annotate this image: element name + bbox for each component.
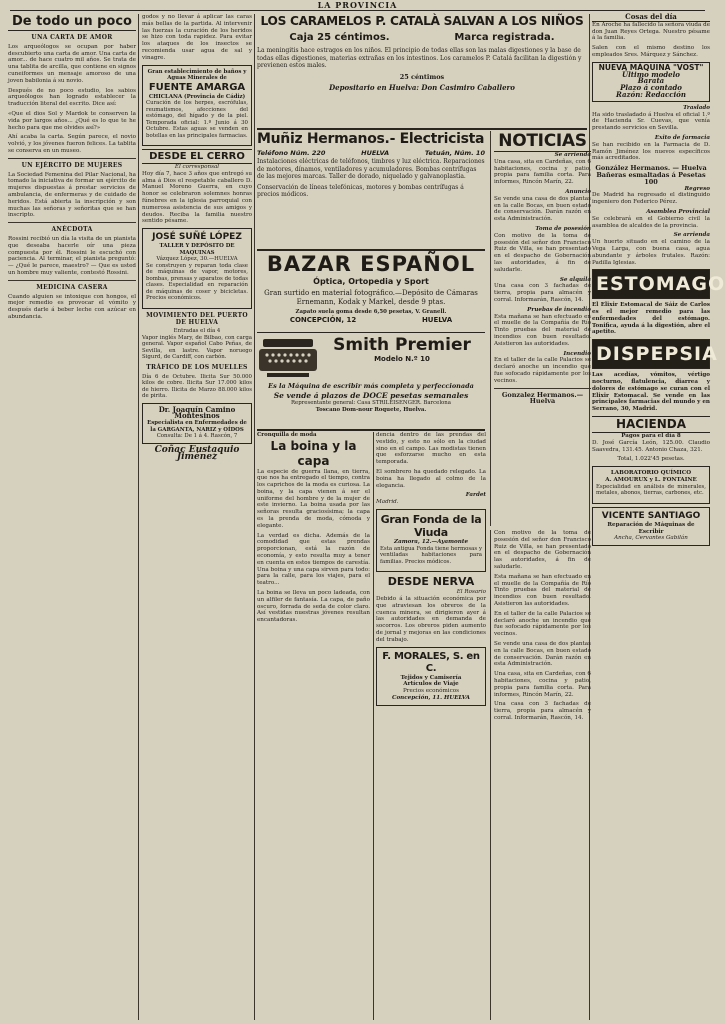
ad-subtitle: Tejidos y Camisería [400, 674, 462, 681]
column-4b [376, 432, 486, 1020]
ad-fonda-viuda [376, 509, 486, 572]
news-subhead: Se arrienda [554, 152, 591, 158]
article-paragraph: «Que el dios Sol y Mardok te conserven la vida por largos años... ¿Qué es lo que te he hecho para que me olvides así?» [8, 110, 136, 131]
news-body: Una casa, sita en Cardeñas, con 6 habitaciones, cocina y patio, propia para familia corta. Para informes, Rincón Marín, 22. [494, 158, 591, 186]
ad-body: La meningitis hace estragos en los niños. El principio de todas ellas son las malas digestiones y la base de todas ellas digestiones, materias extrañas en los intestinos. Los caramelos P. Catalá facilitan la digestión y previenen estos males. [257, 47, 582, 70]
section-title: ANÉCDOTA [51, 226, 93, 234]
article-boina [257, 432, 370, 1020]
ad-line: Razón: Redacción [616, 89, 686, 99]
column-1 [8, 14, 136, 1020]
ad-city: HUELVA [421, 315, 453, 324]
news-body: Una casa, sita en Cardeñas, con 6 habitaciones, cocina y patio, propia para familia corta. Para informes, Rincón Marín, 22. [494, 671, 591, 698]
ad-title: LOS CARAMELOS P. CATALÀ SALVAN A LOS NIÑOS [260, 14, 584, 28]
masthead [10, 0, 705, 11]
ad-name: JOSÉ SUÑÉ LÓPEZ [152, 232, 242, 243]
news-subhead: Exito de farmacia [654, 134, 710, 141]
article-paragraph: Ahí acaba la carta. Según parece, el novio volvió, y los jóvenes fueron felices. La tablita se conserva en un museo. [8, 134, 136, 154]
section-subtitle: Pagos para el día 8 [621, 433, 681, 440]
ad-maquina-vost [592, 62, 710, 102]
ad-address: Zamora, 12.—Ayamonte [394, 538, 468, 545]
ad-city: HUELVA [361, 149, 390, 157]
ad-subtitle-3: Precios económicos [403, 688, 459, 695]
divider [8, 158, 136, 159]
news-subhead: Incendio [563, 350, 591, 357]
ad-body: Esta antigua Fonda tiene hermosas y ventiladas habitaciones para familias. Precios módicos. [380, 545, 482, 565]
news-body: Un huerto situado en el camino de la Vega Larga, con buena casa, agua abundante y árboles frutales. Razón: Padilla Iglesias. [592, 239, 710, 266]
news-subhead: Se alquila [559, 276, 591, 283]
ad-title: LABORATORIO QUÍMICO [610, 470, 692, 477]
ad-name: Muñiz Hermanos.- Electricista [257, 131, 485, 147]
article-paragraph: Debido á la situación económica por que atraviesan los obreros de la cuenca minera, se dirigieron ayer á las autoridades en demanda de socorros. Los obreros piden aumento de jornal y mejoras en las condiciones del trabajo. [376, 596, 486, 643]
ad-name: F. MORALES, S. en C. [382, 650, 480, 674]
news-body: Esta mañana se han efectuado en el muelle de la Compañía de Río Tinto pruebas del material de incendios con buen resultado. Asistieron las autoridades. [494, 313, 591, 347]
article-paragraph: dencia dentro de las prendas del vestido, y esto no sólo en la ciudad sino en el campo. Las modistas tienen que esforzarse mucho en esta temporada. [376, 432, 486, 466]
ad-phone: Teléfono Núm. 220 [257, 149, 326, 157]
news-body: Esta mañana se han efectuado en el muelle de la Compañía de Río Tinto pruebas del material de incendios con buen resultado. Asistieron las autoridades. [494, 573, 591, 607]
column-rule [138, 14, 139, 1020]
ad-name: Gran Fonda de la Viuda [380, 512, 482, 539]
article-paragraph: Vapor inglés Mary, de Bilbao, con carga general. Vapor español Cabo Peñas, de Sevilla, en lastre. Vapor noruego Sigurd, de Cardiff, con carbón. [142, 334, 252, 361]
article-paragraph: Después de no poco estudio, los sabios arqueólogos han logrado establecer la traducción literal del escrito. Dice así: [8, 87, 136, 108]
article-paragraph: La Sociedad Femenina del Pilar Nacional, ha tomado la iniciativa de formar un ejército de mujeres dispuestas á prestar servicios de ambulancia, de enfermeras y de cuidado de heridos. Está abierta la inscripción y son muchas las señoras y señoritas que se han inscripto. [8, 171, 136, 219]
ad-hours: Consulta: De 1 á 4. Rascón, 7 [156, 433, 238, 440]
ad-body: Se construyen y reparan toda clase de máquinas de vapor, motores, bombas, prensas y aparatos de todas clases. Especialidad en reparación de máquinas de coser y bicicletas. Precios económicos. [146, 262, 248, 302]
news-subhead: Toma de posesión [535, 225, 591, 232]
ad-trademark: Marca registrada. [454, 32, 555, 43]
ad-name: DISPEPSIA [596, 343, 718, 366]
news-body: Una casa con 3 fachadas de tierra, propia para almacén y corral. Informarán, Rascón, 14. [494, 283, 591, 303]
ad-address: CONCEPCIÓN, 12 [289, 315, 357, 324]
article-place: Madrid. [376, 499, 399, 506]
section-title: MEDICINA CASERA [36, 283, 108, 291]
column-1-headline: De todo un poco [8, 14, 136, 31]
ad-subtitle-2: Artículos de Viaje [403, 681, 459, 688]
ad-place: CHICLANA (Provincia de Cádiz) [148, 93, 246, 100]
ad-body: Gran surtido en material fotográfico.—Depósito de Cámaras Ernemann, Kodak y Markel, desde 9 ptas. [264, 289, 478, 306]
news-body: En el taller de la calle Palacios se declaró anoche un incendio que fue sofocado rápidamente por los vecinos. [494, 610, 591, 638]
ad-gonzalez: Gonzalez Hermanos.— Huelva [501, 390, 584, 406]
article-paragraph: Cuando alguien se intoxique con hongos, el mejor remedio es provocar el vómito y después darle á beber leche con azúcar en abundancia. [8, 293, 136, 320]
noticias-title: NOTICIAS [494, 131, 591, 152]
article-signature: Fardet [465, 492, 486, 499]
ad-representative: Representante general: Casa STRILEISENGER. Barcelona [290, 400, 451, 406]
section-title: UN EJÉRCITO DE MUJERES [21, 161, 123, 169]
ad-name: BAZAR ESPAÑOL [266, 252, 476, 276]
article-title: La boina y la capa [270, 438, 357, 468]
section-title: MOVIMIENTO DEL PUERTO DE HUELVA [146, 311, 248, 326]
ad-representative-local: Toscano Dom-nour Roquete, Huelva. [315, 406, 427, 413]
ad-dispepsia [592, 339, 718, 369]
article-paragraph: La especie de guerra llana, en tierra, que nos ha entregado el tiempo, contra los caprichos de la moda es curiosa. La boina, y la capa vienen á ser el uniforme del hombre y de la mujer de este invierno. La boina usada por las señoras resulta graciosísima; la capa es la prenda de moda, cómoda y elegante. [257, 468, 370, 529]
article-paragraph: Hoy día 7, hace 3 años que entregó su alma á Dios el respetable caballero D. Manuel Moreno Guerra, en cuyo honor se celebraron solemnes honras fúnebres en la iglesia parroquial con numerosa asistencia de sus amigos y deudos. Reciba la familia nuestro sentido pésame. [142, 170, 252, 225]
typewriter-icon [257, 335, 319, 381]
news-subhead: Se arrienda [673, 232, 710, 239]
divider [8, 222, 136, 223]
ad-gonzalez: González Hermanos. — Huelva [595, 164, 707, 173]
section-title: UNA CARTA DE AMOR [31, 34, 113, 41]
noticias-continued [490, 530, 591, 1020]
news-body: Se celebrará en el Gobierno civil la asamblea de alcaldes de la provincia. [592, 215, 710, 229]
ad-tagline: Es la Máquina de escribir más completa y perfeccionada [268, 382, 474, 390]
ad-name: Dr. Joaquín Camino Montesinos [158, 404, 236, 421]
section-title: TRÁFICO DE LOS MUELLES [146, 363, 248, 371]
masthead-title: LA PROVINCIA [317, 0, 398, 10]
ad-laboratorio [592, 466, 710, 504]
news-body: Salen con el mismo destino los empleados Sres. Márquez y Sánchez. [592, 45, 710, 58]
article-kicker: Cronquilla de moda [257, 432, 317, 438]
ad-name: NUEVA MÁQUINA "VOST" [598, 62, 704, 72]
ad-address: Tetuán, Núm. 10 [424, 149, 485, 157]
ad-jose-sune [142, 228, 252, 309]
column-rule [373, 432, 374, 1020]
article-paragraph: Rossini recibió un día la visita de un pianista que deseaba hacerle oír una pieza compuesta por él. Rossini le escuchó con paciencia. Al terminar, el pianista preguntó: — ¿Qué le parece, maestro? — Que es usted un hombre muy valiente, contestó Rossini. [8, 235, 136, 276]
ad-address: Vázquez López, 30.—HUELVA [156, 256, 238, 263]
ad-name: Smith Premier [333, 335, 471, 355]
ad-line: Plazo á contado [620, 83, 682, 93]
ad-address: Concepción, 11. HUELVA [392, 695, 470, 702]
ad-estomago [592, 269, 725, 299]
article-paragraph: El sombrero ha quedado relegado. La boina ha llegado al colmo de la elegancia. [376, 468, 486, 489]
section-headline: DESDE NERVA [387, 575, 475, 589]
ad-depositary: Depositario en Huelva: Don Casimiro Caballero [329, 82, 515, 92]
ad-name: A. AMOURUX y L. FONTAINE [605, 477, 697, 484]
news-subhead: Asamblea Provincial [646, 208, 710, 215]
ad-body: Instalaciones eléctricas de teléfonos, timbres y luz eléctrica. Reparaciones de motores, dínamos, ventiladores y acumuladores. Bombas centrífugas de las mejores marcas. Taller de dorado, niquelado y galvanoplastia. [257, 158, 485, 180]
news-body: En Aroche ha fallecido la señora viuda de don Juan Reyes Ortega. Nuestro pésame á la familia. [592, 21, 711, 42]
divider [494, 388, 591, 389]
ad-caramelos-catala [257, 14, 587, 130]
ad-sale: Se vende á plazos de DOCE pesetas semanales [273, 391, 469, 400]
ad-fuente-amarga [142, 65, 252, 147]
ad-body: Especialidad en análisis de minerales, metales, abonos, tierras, carbones, etc. [596, 483, 706, 497]
ad-subtitle: Óptica, Ortopedia y Sport [313, 277, 429, 286]
ad-address: Ancha, Cervantes Gabilán [614, 535, 688, 542]
ad-subtitle: Especialista en Enfermedades de la GARGANTA, NARIZ y OÍDOS [147, 420, 247, 433]
byline: El Rosario [456, 589, 486, 596]
ad-body: Curación de los herpes, escrófulas, reumatismos, afecciones del estómago, del hígado y de la piel. Temporada oficial: 1.º Junio á 30 Octubre. Estas aguas se venden en botellas en las principales farmacias. [146, 100, 248, 139]
section-subtitle: Entradas el día 4 [173, 328, 221, 335]
ad-body: Las acedías, vómitos, vértigo nocturno, flatulencia, diarrea y dolores de estómago se curan con el Elixir Estomacal. Se vende en las principales farmacias del mundo y en Serrano, 30, Madrid. [592, 372, 710, 413]
ad-body-tail: Conservación de líneas telefónicas, motores y bombas centrífugas á precios módicos. [257, 183, 464, 198]
ad-title: Gran establecimiento de baños y Aguas Minerales de [147, 68, 247, 82]
column-6-headline: Cosas del día [592, 14, 710, 22]
ad-smith-premier [257, 335, 485, 431]
news-subhead: Pruebas de incendio [527, 306, 591, 313]
news-subhead: Traslado [683, 104, 710, 111]
news-body: Se vende una casa de dos plantas en la calle Bocas, en buen estado de conservación. Darán razón en esta Administración. [494, 640, 591, 668]
byline: El corresponsal [174, 164, 220, 171]
column-rule [254, 14, 255, 1020]
ad-name: FUENTE AMARGA [148, 81, 246, 93]
article-paragraph: D. José García León, 125.00. Claudio Saavedra, 131.45. Antonio Chaza, 321. [592, 439, 710, 453]
article-paragraph: Día 6 de Octubre. Ilicita Sur 50.000 kilos de cobre. Ilicita Sur 17.000 kilos de hierro. Ilicita de Marzo 88.000 kilos de pirita. [142, 373, 252, 400]
article-paragraph: Los arqueólogos se ocupan por haber descubierto una carta de amor. Una carta de amor... de hace cuatro mil años. Se trata de una tablita de arcilla, que contiene en signos cuneiformes un mensaje amoroso de una joven babilonia á su novio. [8, 43, 136, 84]
news-body: Ha sido trasladado á Huelva el oficial 1.º de Hacienda Sr. Cuevas, que venía prestando servicios en Sevilla. [592, 111, 710, 132]
section-total: Total, 1.022'45 pesetas. [617, 456, 685, 463]
ad-line: Último modelo [622, 69, 680, 79]
noticias-column [490, 131, 591, 526]
ad-vicente-santiago [592, 507, 710, 546]
ad-subtitle: Reparación de Máquinas de Escribir [607, 521, 695, 535]
article-paragraph: La boina se lleva un poco ladeada, con un alfiler de fantasía. La capa, de paño oscuro, forrada de seda de color claro. Así vestidas nuestras jóvenes resultan encantadoras. [257, 590, 370, 624]
news-body: Una casa con 3 fachadas de tierra, propia para almacén y corral. Informarán, Rascón, 14. [494, 701, 591, 721]
column-6 [592, 12, 725, 1020]
section-headline: DESDE EL CERRO [142, 149, 252, 164]
ad-name: ESTOMAGO [596, 273, 725, 296]
ad-model: Modelo N.º 10 [374, 355, 430, 363]
ad-line: Barata [637, 76, 665, 86]
news-body: Con motivo de la toma de posesión del señor don Francisco Ruiz de Villa, se han presentado en el despacho de Gobernación las autoridades, á fin de saludarle. [494, 530, 591, 570]
ad-bazar-espanol [257, 252, 485, 333]
news-body: En el taller de la calle Palacios se declaró anoche un incendio que fue sofocado rápidamente por los vecinos. [494, 357, 591, 384]
news-subhead: Regreso [684, 185, 710, 192]
ad-price-line: 25 céntimos [399, 72, 445, 81]
news-subhead: Anuncio [565, 188, 591, 195]
news-body: Con motivo de la toma de posesión del señor don Francisco Ruiz de Villa, se han presentado en el despacho de Gobernación las autoridades, á fin de saludarle. [494, 232, 591, 273]
article-paragraph: La verdad es dicha. Además de la comodidad que estas prendas proporcionan, está la razón de economía, y esto resulta muy a tener en cuenta en estos tiempos de carestía. Una boina y una capa sirven para todo: para la calle, para los viajes, para el teatro... [257, 532, 370, 587]
article-paragraph: godos y no llevar á aplicar las caras más bellas de la partida. Al intervenir las fuerzas la curación de los heridos se hizo con toda rapidez. Para evitar los ataques de los insectos se recomienda usar agua de sal y vinagre. [142, 14, 252, 61]
ad-body: El Elixir Estomacal de Sáiz de Carlos es el mejor remedio para las enfermedades del estómago. Tonifica, ayuda á la digestión, abre el apetito. [592, 302, 710, 336]
ad-morales [376, 647, 486, 706]
ad-line: Zapato suela goma desde 6,50 pesetas, V. Granell. [295, 309, 447, 315]
ad-dr-camino [142, 403, 252, 444]
divider [8, 280, 136, 281]
news-body: De Madrid ha regresado el distinguido ingeniero don Federico Pérez. [592, 192, 710, 206]
ad-gonzalez-line: Bañeras esmaltadas á Pesetas 100 [596, 170, 706, 186]
ad-muniz-hermanos [257, 131, 485, 251]
news-body: Se han recibido en la Farmacia de D. Ramón Jiménez los nuevos específicos más acreditados. [592, 141, 710, 162]
news-body: Se vende una casa de dos plantas en la calle Bocas, en buen estado de conservación. Darán razón en esta Administración. [494, 195, 591, 223]
ad-name: VICENTE SANTIAGO [601, 510, 701, 521]
ad-price: Caja 25 céntimos. [289, 32, 390, 43]
section-headline: HACIENDA [592, 416, 710, 433]
ad-conac: Coñac Eustaquio Jiménez [154, 444, 240, 462]
ad-subtitle: TALLER Y DEPÓSITO DE MAQUINAS [159, 243, 235, 256]
column-2 [142, 14, 252, 1020]
